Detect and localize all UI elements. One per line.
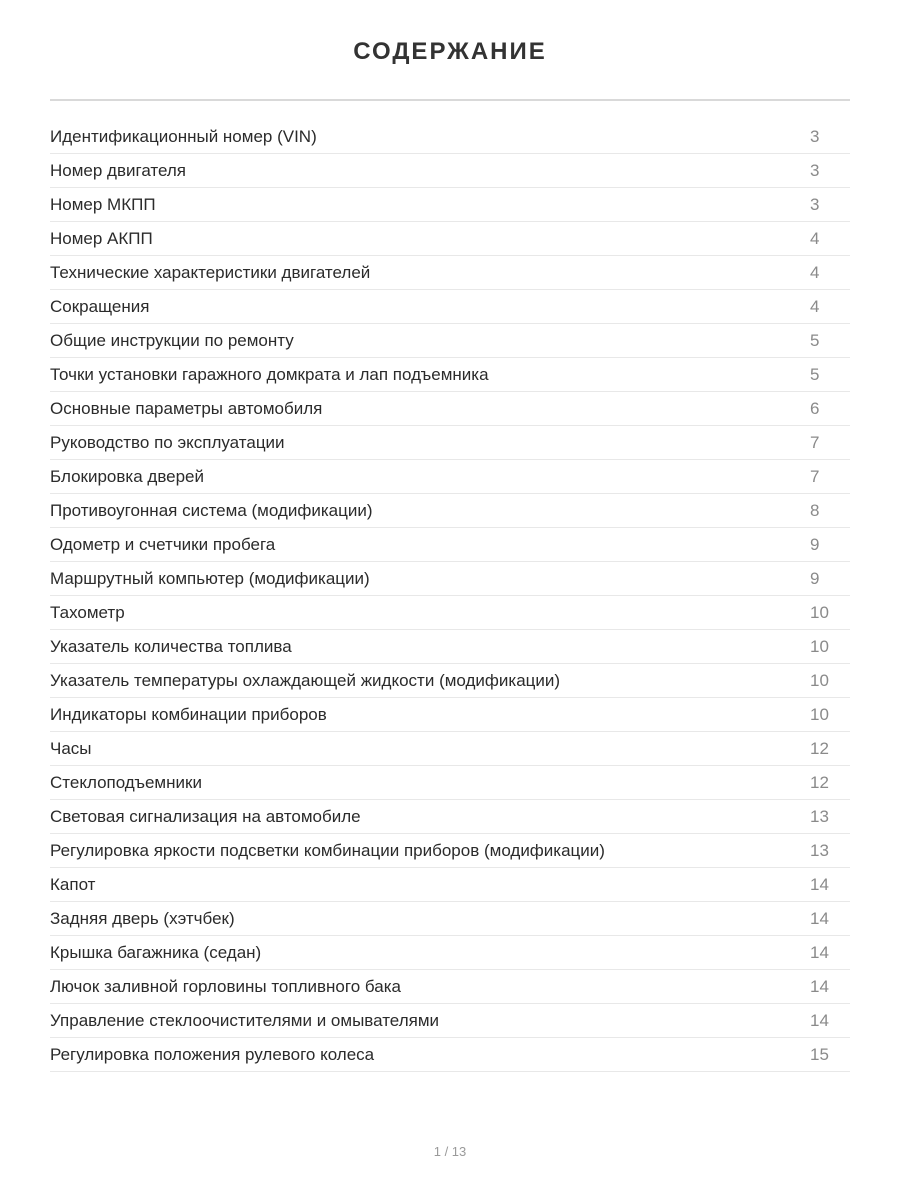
toc-entry-page-number: 9 bbox=[810, 568, 820, 588]
toc-entry[interactable] bbox=[50, 392, 850, 426]
toc-entry-page-number: 7 bbox=[810, 432, 820, 452]
toc-entry-page-number: 5 bbox=[810, 330, 820, 350]
toc-entry[interactable] bbox=[50, 188, 850, 222]
toc-entry-title: Номер двигателя bbox=[50, 160, 187, 180]
toc-entry-title: Маршрутный компьютер (модификации) bbox=[50, 568, 370, 588]
toc-entry[interactable] bbox=[50, 290, 850, 324]
toc-entry[interactable] bbox=[50, 1004, 850, 1038]
toc-entry-page-number: 4 bbox=[810, 262, 820, 282]
toc-entry-title: Указатель температуры охлаждающей жидкости (модификации) bbox=[50, 670, 561, 690]
toc-entry[interactable] bbox=[50, 154, 850, 188]
toc-entry-title: Управление стеклоочистителями и омывателями bbox=[50, 1010, 439, 1030]
toc-entry-title: Общие инструкции по ремонту bbox=[50, 330, 294, 350]
toc-entry[interactable] bbox=[50, 494, 850, 528]
toc-entry[interactable] bbox=[50, 324, 850, 358]
toc-entry-title: Стеклоподъемники bbox=[50, 772, 202, 792]
table-of-contents bbox=[50, 120, 850, 1072]
toc-entry-page-number: 9 bbox=[810, 534, 820, 554]
toc-entry-title: Капот bbox=[50, 874, 96, 894]
toc-entry-title: Противоугонная система (модификации) bbox=[50, 500, 373, 520]
toc-entry-title: Регулировка положения рулевого колеса bbox=[50, 1044, 375, 1064]
toc-entry[interactable] bbox=[50, 766, 850, 800]
toc-entry-title: Регулировка яркости подсветки комбинации приборов (модификации) bbox=[50, 840, 605, 860]
toc-entry-page-number: 4 bbox=[810, 228, 820, 248]
toc-entry-page-number: 14 bbox=[810, 976, 829, 996]
toc-entry-page-number: 10 bbox=[810, 670, 829, 690]
toc-entry-page-number: 5 bbox=[810, 364, 820, 384]
toc-entry-title: Указатель количества топлива bbox=[50, 636, 292, 656]
toc-entry-page-number: 8 bbox=[810, 500, 820, 520]
toc-entry-title: Блокировка дверей bbox=[50, 466, 205, 486]
toc-entry-page-number: 14 bbox=[810, 874, 829, 894]
toc-entry[interactable] bbox=[50, 902, 850, 936]
toc-entry-title: Точки установки гаражного домкрата и лап подъемника bbox=[50, 364, 489, 384]
toc-entry-page-number: 14 bbox=[810, 908, 829, 928]
toc-entry[interactable] bbox=[50, 732, 850, 766]
toc-entry-title: Задняя дверь (хэтчбек) bbox=[50, 908, 235, 928]
toc-entry-title: Световая сигнализация на автомобиле bbox=[50, 806, 361, 826]
toc-entry[interactable] bbox=[50, 256, 850, 290]
toc-entry[interactable] bbox=[50, 868, 850, 902]
toc-entry[interactable] bbox=[50, 698, 850, 732]
toc-entry-page-number: 6 bbox=[810, 398, 820, 418]
toc-entry-page-number: 10 bbox=[810, 636, 829, 656]
toc-entry-page-number: 13 bbox=[810, 806, 829, 826]
toc-entry-title: Лючок заливной горловины топливного бака bbox=[50, 976, 401, 996]
toc-entry[interactable] bbox=[50, 222, 850, 256]
toc-entry[interactable] bbox=[50, 358, 850, 392]
toc-entry[interactable] bbox=[50, 800, 850, 834]
toc-entry-title: Номер МКПП bbox=[50, 194, 156, 214]
toc-entry-title: Тахометр bbox=[50, 602, 125, 622]
toc-entry[interactable] bbox=[50, 460, 850, 494]
toc-entry-title: Крышка багажника (седан) bbox=[50, 942, 262, 962]
toc-entry-page-number: 15 bbox=[810, 1044, 829, 1064]
toc-entry-page-number: 10 bbox=[810, 704, 829, 724]
toc-entry-title: Технические характеристики двигателей bbox=[50, 262, 371, 282]
toc-entry-title: Номер АКПП bbox=[50, 228, 153, 248]
toc-entry-page-number: 3 bbox=[810, 160, 820, 180]
toc-entry-page-number: 13 bbox=[810, 840, 829, 860]
toc-entry-page-number: 10 bbox=[810, 602, 829, 622]
toc-entry-page-number: 3 bbox=[810, 126, 820, 146]
toc-entry-title: Индикаторы комбинации приборов bbox=[50, 704, 327, 724]
toc-entry-title: Сокращения bbox=[50, 296, 150, 316]
toc-entry[interactable] bbox=[50, 664, 850, 698]
toc-entry-title: Одометр и счетчики пробега bbox=[50, 534, 276, 554]
toc-entry-page-number: 14 bbox=[810, 1010, 829, 1030]
toc-entry[interactable] bbox=[50, 528, 850, 562]
toc-entry-page-number: 12 bbox=[810, 738, 829, 758]
toc-entry[interactable] bbox=[50, 970, 850, 1004]
page-title: СОДЕРЖАНИЕ bbox=[353, 38, 547, 65]
toc-entry[interactable] bbox=[50, 936, 850, 970]
toc-entry-page-number: 7 bbox=[810, 466, 820, 486]
toc-entry[interactable] bbox=[50, 1038, 850, 1072]
toc-entry-title: Идентификационный номер (VIN) bbox=[50, 126, 317, 146]
toc-entry[interactable] bbox=[50, 834, 850, 868]
page-indicator: 1 / 13 bbox=[433, 1144, 467, 1159]
toc-entry-page-number: 4 bbox=[810, 296, 820, 316]
toc-entry-page-number: 12 bbox=[810, 772, 829, 792]
toc-entry-page-number: 3 bbox=[810, 194, 820, 214]
toc-entry-title: Основные параметры автомобиля bbox=[50, 398, 323, 418]
toc-entry[interactable] bbox=[50, 562, 850, 596]
toc-entry-title: Часы bbox=[50, 738, 92, 758]
toc-entry-page-number: 14 bbox=[810, 942, 829, 962]
title-divider bbox=[50, 99, 850, 101]
toc-entry[interactable] bbox=[50, 596, 850, 630]
toc-entry[interactable] bbox=[50, 630, 850, 664]
toc-entry[interactable] bbox=[50, 120, 850, 154]
toc-entry[interactable] bbox=[50, 426, 850, 460]
toc-entry-title: Руководство по эксплуатации bbox=[50, 432, 285, 452]
